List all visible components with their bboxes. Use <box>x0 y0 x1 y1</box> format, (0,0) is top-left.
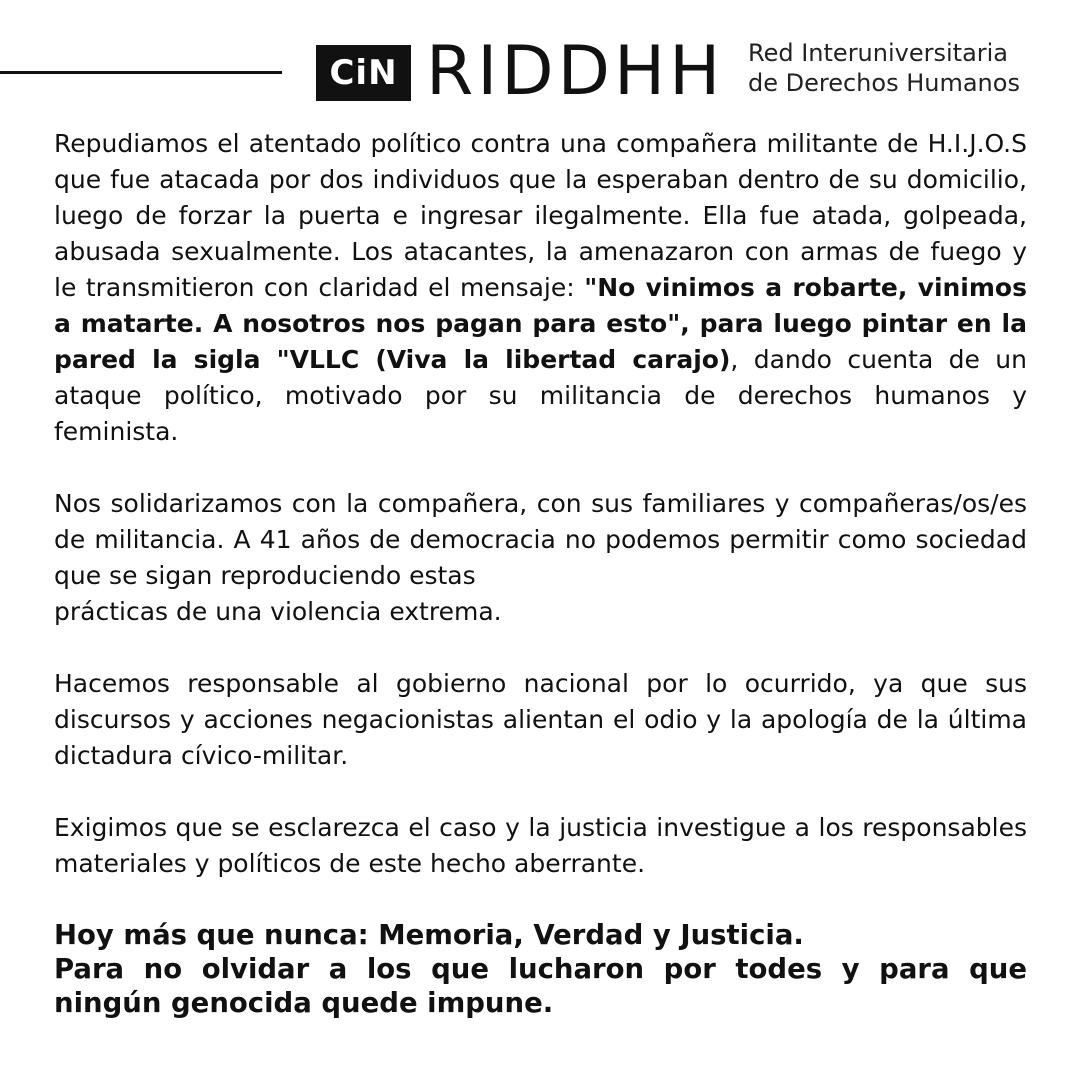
paragraph-responsabilidad: Hacemos responsable al gobierno nacional por lo ocurrido, ya que sus discursos y acciones negacionistas alientan el odio y la apología de la última dictadura cívico-militar. <box>54 669 1027 770</box>
organization-name <box>748 38 1020 98</box>
paragraph-exigencia: Exigimos que se esclarezca el caso y la justicia investigue a los responsables materiales y políticos de este hecho aberrante. <box>54 813 1027 878</box>
statement-body <box>54 126 1027 1020</box>
riddhh-logo: RIDDHH <box>426 32 725 111</box>
closing-line-1: Hoy más que nunca: Memoria, Verdad y Justicia. <box>54 919 804 951</box>
paragraph-repudio-text-a: Repudiamos el atentado político contra una compañera militante de H.I.J.O.S que fue atacada por dos individuos que la esperaban dentro de su domicilio, luego de forzar la puerta e ingresar ilegalmente. Ella fue atada, golpeada, abusada sexualmente. Los atacantes, la amenazaron con armas de fuego y le transmitieron con claridad el mensaje: <box>54 129 1027 302</box>
paragraph-repudio <box>54 126 1027 450</box>
paragraph-repudio-text-b: , dando cuenta de un ataque político, motivado por su militancia de derechos humanos y feminista. <box>54 345 1027 446</box>
paragraph-solidaridad <box>54 486 1027 630</box>
paragraph-repudio-quote: "No vinimos a robarte, vinimos a matarte. A nosotros nos pagan para esto", para luego pintar en la pared la sigla "VLLC (Viva la libertad carajo) <box>54 273 1027 374</box>
closing-statement <box>54 918 1027 1020</box>
closing-line-3: ningún genocida quede impune. <box>54 987 554 1019</box>
organization-name-line-2: de Derechos Humanos <box>748 69 1020 97</box>
closing-line-2: Para no olvidar a los que lucharon por todes y para que <box>54 953 1027 985</box>
header-rule <box>0 71 282 74</box>
paragraph-solidaridad-text-a: Nos solidarizamos con la compañera, con sus familiares y compañeras/os/es de militancia. A 41 años de democracia no podemos permitir como sociedad que se sigan reproduciendo estas <box>54 489 1027 590</box>
paragraph-solidaridad-text-b: prácticas de una violencia extrema. <box>54 597 502 626</box>
organization-name-line-1: Red Interuniversitaria <box>748 39 1009 67</box>
cin-logo: CiN <box>316 45 411 101</box>
